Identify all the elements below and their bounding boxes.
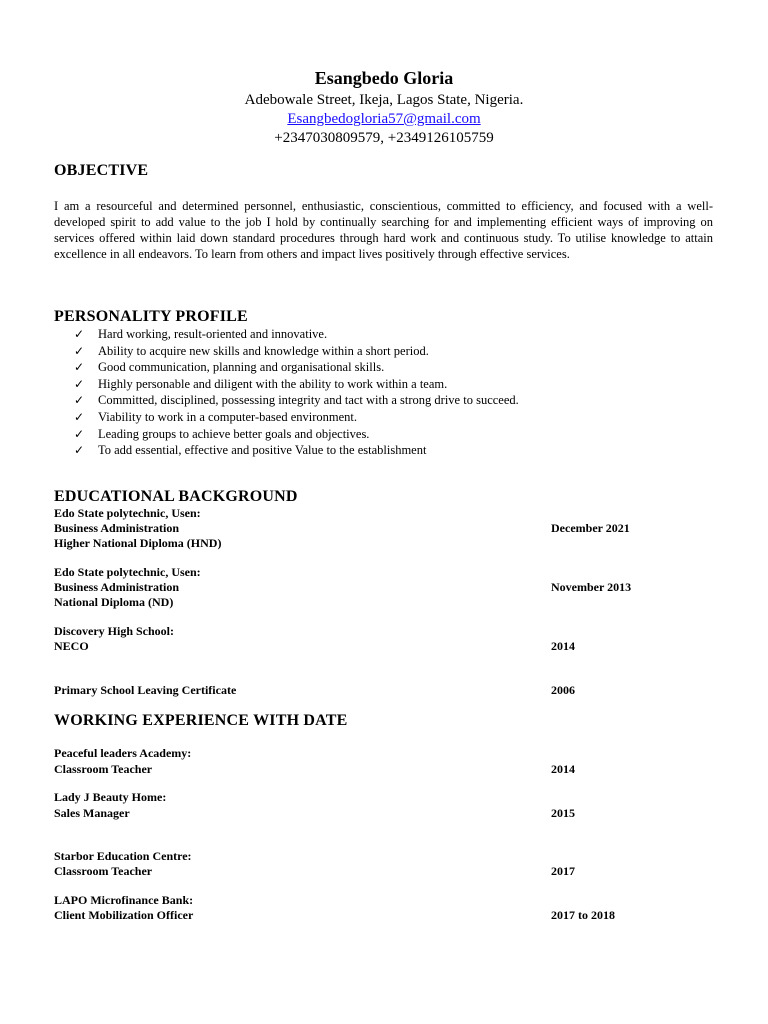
objective-text: I am a resourceful and determined personnel, enthusiastic, conscientious, committed to efficiency, and focused with a well-developed spirit to add value to the job I hold by continually searching for and implementing efficient ways of improving on services offered within laid down standard procedures through hard work and continuous study. To utilise knowledge to attain excellence in all endeavors. To learn from others and impact lives positively through effective services.	[54, 199, 713, 261]
check-icon: ✓	[74, 360, 85, 375]
employer-name: Starbor Education Centre:	[54, 849, 192, 863]
list-item: ✓ Good communication, planning and organisational skills.	[74, 360, 385, 375]
job-title: Classroom Teacher	[54, 864, 153, 878]
job-title: Sales Manager	[54, 806, 130, 820]
education-date: November 2013	[551, 580, 632, 594]
email-line	[0, 110, 768, 129]
list-item: ✓ Hard working, result-oriented and innovative.	[74, 327, 328, 341]
personality-profile-heading: PERSONALITY PROFILE	[54, 308, 248, 325]
job-date: 2017 to 2018	[551, 908, 615, 922]
check-icon: ✓	[74, 376, 85, 391]
address: Adebowale Street, Ikeja, Lagos State, Nigeria.	[244, 92, 524, 108]
applicant-name: Esangbedo Gloria	[314, 68, 454, 88]
check-icon: ✓	[74, 343, 85, 358]
education-course: Business Administration	[54, 521, 180, 535]
list-item: ✓ Highly personable and diligent with the ability to work within a team.	[74, 376, 448, 391]
education-qualification: NECO	[54, 639, 89, 653]
check-icon: ✓	[74, 393, 85, 408]
education-date: December 2021	[551, 521, 630, 535]
education-heading: EDUCATIONAL BACKGROUND	[54, 488, 298, 505]
job-date: 2017	[551, 864, 575, 878]
list-item: ✓ Leading groups to achieve better goals and objectives.	[74, 426, 370, 441]
job-date: 2015	[551, 806, 575, 820]
education-school: Edo State polytechnic, Usen:	[54, 565, 201, 579]
employer-name: LAPO Microfinance Bank:	[54, 893, 194, 907]
check-icon: ✓	[74, 426, 85, 441]
education-qualification: National Diploma (ND)	[54, 595, 174, 609]
experience-heading: WORKING EXPERIENCE WITH DATE	[54, 712, 348, 729]
check-icon: ✓	[74, 443, 85, 458]
check-icon: ✓	[74, 327, 85, 341]
email-link[interactable]: Esangbedogloria57@gmail.com	[287, 111, 481, 127]
education-school: Edo State polytechnic, Usen:	[54, 506, 201, 520]
job-title: Classroom Teacher	[54, 762, 153, 776]
employer-name: Peaceful leaders Academy:	[54, 746, 192, 760]
list-item: ✓ Committed, disciplined, possessing integrity and tact with a strong drive to succeed.	[74, 393, 519, 408]
job-title: Client Mobilization Officer	[54, 908, 194, 922]
education-course: Business Administration	[54, 580, 180, 594]
list-item: ✓ Viability to work in a computer-based environment.	[74, 409, 358, 424]
education-qualification: Primary School Leaving Certificate	[54, 683, 237, 697]
education-date: 2006	[551, 683, 575, 697]
list-item: ✓ To add essential, effective and positive Value to the establishment	[74, 443, 427, 458]
education-date: 2014	[551, 639, 575, 653]
employer-name: Lady J Beauty Home:	[54, 790, 167, 804]
check-icon: ✓	[74, 409, 85, 424]
objective-heading: OBJECTIVE	[54, 162, 149, 179]
list-item: ✓ Ability to acquire new skills and knowledge within a short period.	[74, 343, 429, 358]
job-date: 2014	[551, 762, 575, 776]
education-school: Discovery High School:	[54, 624, 174, 638]
personality-profile-list	[74, 326, 519, 459]
education-qualification: Higher National Diploma (HND)	[54, 536, 222, 550]
phone-numbers: +2347030809579, +2349126105759	[274, 130, 494, 146]
